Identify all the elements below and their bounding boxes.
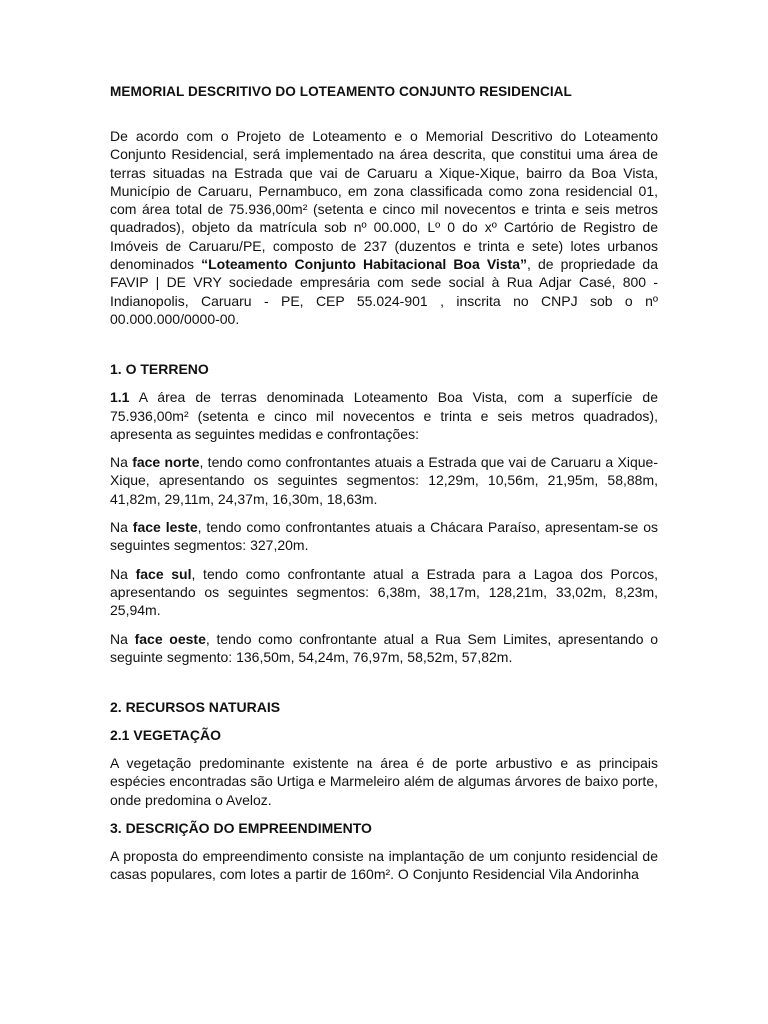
- face-norte-prefix: Na: [110, 454, 133, 471]
- face-norte-text: , tendo como confrontantes atuais a Estrada que vai de Caruaru a Xique-Xique, apresentando os seguintes segmentos: 12,29m, 10,56m, 21,95m, 58,88m, 41,82m, 29,11m, 24,37m, 16,30m, 18,63m.: [110, 454, 658, 507]
- face-leste-paragraph: [110, 518, 658, 555]
- section-2-1-heading: 2.1 VEGETAÇÃO: [110, 727, 221, 744]
- section-3-heading: 3. DESCRIÇÃO DO EMPREENDIMENTO: [110, 820, 372, 837]
- vegetation-paragraph: A vegetação predominante existente na área é de porte arbustivo e as principais espécies encontradas são Urtiga e Marmeleiro além de algumas árvores de baixo porte, onde predomina o Aveloz.: [110, 755, 658, 808]
- face-oeste-paragraph: [110, 630, 658, 667]
- face-oeste-label: face oeste: [134, 630, 206, 647]
- face-sul-paragraph: [110, 565, 658, 620]
- intro-text-before: De acordo com o Projeto de Loteamento e o Memorial Descritivo do Loteamento Conjunto Residencial, será implementado na área descrita, que constitui uma área de terras situadas na Estrada que vai de Caruaru a Xique-Xique, bairro da Boa Vista, Município de Caruaru, Pernambuco, em zona classificada como zona residencial 01, com área total de 75.936,00m² (setenta e cinco mil novecentos e trinta e seis metros quadrados), objeto da matrícula sob nº 00.000, Lº 0 do xº Cartório de Registro de Imóveis de Caruaru/PE, composto de 237 (duzentos e trinta e sete) lotes urbanos denominados: [110, 128, 658, 273]
- intro-text-after: , de propriedade da FAVIP | DE VRY sociedade empresária com sede social à Rua Adjar Casé, 800 - Indianopolis, Caruaru - PE, CEP 55.024-901 , inscrita no CNPJ sob o nº 00.000.000/0000-00.: [110, 256, 658, 327]
- face-sul-label: face sul: [135, 565, 192, 582]
- paragraph-1-1: [110, 388, 658, 443]
- document-page: [110, 82, 658, 884]
- face-norte-paragraph: [110, 453, 658, 508]
- face-leste-prefix: Na: [110, 519, 133, 536]
- face-leste-label: face leste: [132, 519, 198, 536]
- face-sul-prefix: Na: [110, 565, 136, 582]
- face-leste-text: , tendo como confrontantes atuais a Chácara Paraíso, apresentam-se os seguintes segmentos: 327,20m.: [110, 519, 658, 554]
- section-2-heading: 2. RECURSOS NATURAIS: [110, 699, 281, 716]
- document-title: MEMORIAL DESCRITIVO DO LOTEAMENTO CONJUNTO RESIDENCIAL: [110, 84, 572, 99]
- face-sul-text: , tendo como confrontante atual a Estrada para a Lagoa dos Porcos, apresentando os seguintes segmentos: 6,38m, 38,17m, 128,21m, 33,02m, 8,23m, 25,94m.: [110, 565, 658, 619]
- section-1-heading: 1. O TERRENO: [110, 361, 209, 378]
- face-norte-label: face norte: [132, 454, 200, 471]
- intro-project-name: “Loteamento Conjunto Habitacional Boa Vista”: [201, 256, 528, 273]
- paragraph-1-1-number: 1.1: [110, 389, 130, 406]
- paragraph-1-1-text: A área de terras denominada Loteamento Boa Vista, com a superfície de 75.936,00m² (setenta e cinco mil novecentos e trinta e seis metros quadrados), apresenta as seguintes medidas e confrontações:: [110, 389, 658, 442]
- enterprise-paragraph: A proposta do empreendimento consiste na implantação de um conjunto residencial de casas populares, com lotes a partir de 160m². O Conjunto Residencial Vila Andorinha: [110, 848, 658, 883]
- face-oeste-prefix: Na: [110, 630, 135, 647]
- face-oeste-text: , tendo como confrontante atual a Rua Sem Limites, apresentando o seguinte segmento: 136,50m, 54,24m, 76,97m, 58,52m, 57,82m.: [110, 630, 658, 665]
- intro-paragraph: [110, 127, 658, 328]
